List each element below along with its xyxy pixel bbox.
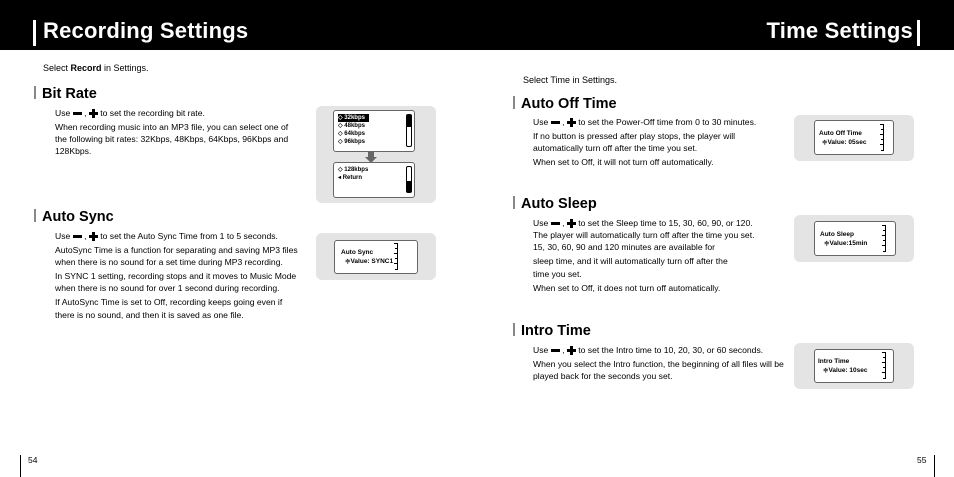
plus-icon: [567, 118, 576, 127]
auto-off-screen: [794, 115, 914, 161]
auto-off-lcd: [814, 120, 894, 155]
bit-rate-screens: [316, 106, 436, 203]
page-edge-line-right: [934, 455, 935, 477]
menu-item-64kbps: ◇ 64kbps: [338, 131, 365, 137]
heading-bit-rate: Bit Rate: [34, 86, 97, 102]
plus-icon: [89, 109, 98, 118]
auto-sleep-screen: [794, 215, 914, 262]
bit-rate-lcd-1: [333, 110, 415, 152]
lcd-title: Intro Time: [818, 358, 850, 365]
header-banner: [0, 0, 954, 50]
menu-item-32kbps: ◇ 32kbps: [338, 114, 369, 122]
right-title-bar: [917, 20, 920, 46]
level-scale: [881, 225, 886, 252]
auto-sleep-text: Use , to set the Sleep time to 15, 30, 60, 90, or 120. The player will automatically turn off after the time you set. 15, 30, 60, 90 and 120 minutes are available for sleep time, and it will automatically turn off after the time you set. When set to Off, it does not turn off automatically.: [533, 218, 755, 293]
bit-rate-lcd-2: [333, 162, 415, 198]
intro-time-lcd: [814, 349, 894, 383]
lcd-value: ≑Value:15min: [824, 240, 868, 247]
left-title-bar: [33, 20, 36, 46]
minus-icon: [73, 235, 82, 238]
lcd-value: ≑Value: 05sec: [822, 139, 867, 146]
select-time-instruction: Select Time in Settings.: [523, 75, 618, 85]
page-number-left: 54: [28, 455, 38, 465]
page-title-right: Time Settings: [766, 18, 913, 43]
lcd-value: ≑Value: 10sec: [823, 367, 868, 374]
intro-time-text: Use , to set the Intro time to 10, 20, 30, or 60 seconds. When you select the Intro function, the beginning of all files will be played back for the seconds you set.: [533, 345, 784, 382]
page-edge-line-left: [20, 455, 21, 477]
minus-icon: [73, 112, 82, 115]
heading-auto-sync: Auto Sync: [34, 209, 114, 225]
heading-auto-sleep: Auto Sleep: [513, 196, 597, 212]
page-number-right: 55: [917, 455, 927, 465]
bit-rate-text: Use , to set the recording bit rate. When recording music into an MP3 file, you can select one of the following bit rates: 32Kbps, 48Kbps, 64Kbps, 96Kbps and 128Kbps.: [55, 108, 289, 157]
heading-intro-time: Intro Time: [513, 323, 591, 339]
lcd-title: Auto Sleep: [820, 231, 854, 238]
level-scale: [881, 352, 886, 379]
menu-item-96kbps: ◇ 96kbps: [338, 139, 365, 145]
auto-sync-text: Use , to set the Auto Sync Time from 1 to 5 seconds. AutoSync Time is a function for separating and saving MP3 files when there is no sound for a set time during MP3 recording. In SYNC 1 setting, recording stops and it moves to Music Mode when there is no sound for over 1 second during recording. If AutoSync Time is set to Off, recording keeps going even if there is no sound, and then it is saved as one file.: [55, 231, 298, 320]
auto-off-text: Use , to set the Power-Off time from 0 to 30 minutes. If no button is pressed after play stops, the player will automatically turn off after the time you set. When set to Off, it will not turn off automatically.: [533, 117, 757, 168]
level-scale: [393, 243, 398, 270]
select-record-instruction: Select Record in Settings.: [43, 63, 149, 73]
plus-icon: [89, 232, 98, 241]
intro-time-screen: [794, 343, 914, 389]
level-scale: [879, 124, 884, 151]
scrollbar: [406, 114, 412, 147]
minus-icon: [551, 349, 560, 352]
auto-sync-lcd: [334, 240, 418, 274]
plus-icon: [567, 219, 576, 228]
minus-icon: [551, 222, 560, 225]
scrollbar: [406, 166, 412, 193]
lcd-title: Auto Off Time: [819, 130, 862, 137]
lcd-value: ≑Value: SYNC1: [345, 258, 394, 265]
plus-icon: [567, 346, 576, 355]
lcd-title: Auto Sync: [341, 249, 374, 256]
menu-item-return: ◂ Return: [338, 175, 363, 181]
menu-item-128kbps: ◇ 128kbps: [338, 167, 369, 173]
minus-icon: [551, 121, 560, 124]
menu-item-48kbps: ◇ 48kbps: [338, 123, 365, 129]
auto-sync-screen: [316, 233, 436, 280]
heading-auto-off-time: Auto Off Time: [513, 96, 617, 112]
page-title-left: Recording Settings: [43, 18, 249, 43]
auto-sleep-lcd: [814, 221, 896, 256]
